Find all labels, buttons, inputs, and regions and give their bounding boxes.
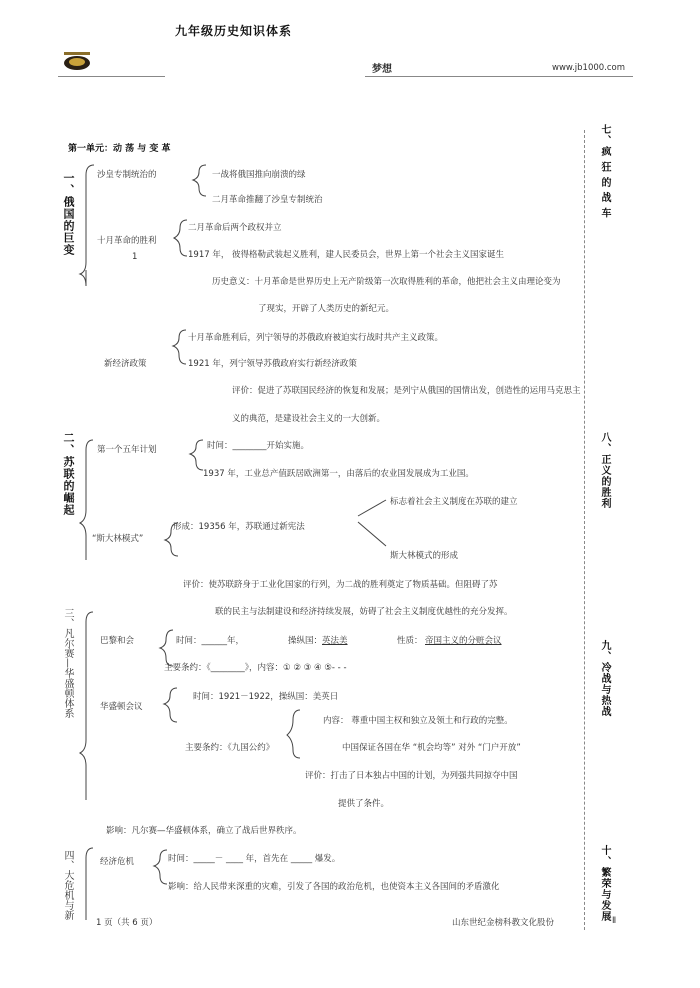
washington-content-2: 中国保证各国在华 “机会均等” 对外 “门户开放”: [342, 743, 521, 753]
nep-evaluation-1: 评价：促进了苏联国民经济的恢复和发展；是列宁从俄国的国情出发，创造性的运用马克思主: [232, 386, 581, 396]
stalin-evaluation-2: 联的民主与法制建设和经济持续发展，妨碍了社会主义制度优越性的充分发挥。: [215, 607, 513, 617]
washington-content-1: 内容： 尊重中国主权和独立及领土和行政的完整。: [323, 716, 513, 726]
five-year-plan-result: 1937 年，工业总产值跃居欧洲第一，由落后的农业国发展成为工业国。: [203, 469, 474, 479]
economic-crisis-impact: 影响：给人民带来深重的灾难，引发了各国的政治危机，也使资本主义各国间的矛盾激化: [168, 882, 500, 892]
economic-crisis-time: 时间：_____－ ____ 年，首先在 _____ 爆发。: [168, 854, 341, 864]
washington-time: 时间：1921－1922，操纵国：美英日: [193, 692, 339, 702]
section-fascism: 七、疯 狂 的 战 车: [599, 124, 610, 219]
paris-nature: 帝国主义的分赃会议: [425, 636, 502, 646]
paris-controller-label: 操纵国：: [288, 636, 323, 646]
paris-time: 时间：______年，: [176, 636, 245, 646]
tsar-point-b: 二月革命推翻了沙皇专制统治: [212, 195, 323, 205]
stalin-model-point-c: 斯大林模式的形成: [390, 551, 459, 561]
washington-treaty: 主要条约：《九国公约》: [185, 743, 275, 753]
washington-conference-label: 华盛顿会议: [100, 702, 143, 712]
header-fragment: 梦想: [372, 64, 392, 75]
paris-controllers: 英法美: [322, 636, 348, 646]
publisher: 山东世纪金榜科教文化股份: [452, 918, 555, 928]
section-coldwar: 九、冷战与热战: [599, 640, 610, 717]
stalin-model-point-a: 标志着社会主义制度在苏联的建立: [390, 497, 518, 507]
header-url[interactable]: www.jb1000.com: [552, 63, 626, 73]
october-significance-1: 历史意义：十月革命是世界历史上无产阶级第一次取得胜利的革命，他把社会主义由理论变为: [212, 277, 561, 287]
october-mark: 1: [132, 252, 138, 262]
section-crisis: 四、大危机与新: [62, 850, 73, 920]
nep-label: 新经济政策: [104, 359, 147, 369]
economic-crisis-label: 经济危机: [100, 857, 135, 867]
system-impact: 影响：凡尔赛—华盛顿体系，确立了战后世界秩序。: [106, 826, 302, 836]
section-prosperity: 十、繁荣与发展: [599, 845, 610, 922]
nep-point-a: 十月革命胜利后，列宁领导的苏俄政府被迫实行战时共产主义政策。: [188, 333, 444, 343]
washington-evaluation-2: 提供了条件。: [338, 799, 390, 809]
stalin-evaluation-1: 评价：使苏联跻身于工业化国家的行列，为二战的胜利奠定了物质基础。但阻碍了苏: [183, 580, 498, 590]
nep-point-b: 1921 年，列宁领导苏俄政府实行新经济政策: [188, 359, 357, 369]
october-point-a: 二月革命后两个政权并立: [188, 223, 282, 233]
stalin-model-formation: 形成：19356 年，苏联通过新宪法: [173, 522, 305, 532]
tsar-point-a: 一战将俄国推向崩溃的绿: [212, 170, 306, 180]
document-title: 九年级历史知识体系: [175, 24, 293, 38]
footer-tail: Ⅱ: [612, 916, 617, 926]
october-significance-2: 了现实，开辟了人类历史的新纪元。: [258, 304, 395, 314]
tsar-rule-label: 沙皇专制统治的: [97, 170, 157, 180]
section-justice: 八、正义的胜利: [599, 432, 610, 509]
october-revolution-label: 十月革命的胜利: [97, 236, 157, 246]
section-versailles: 三、凡尔赛—华盛顿体系: [62, 608, 73, 718]
paris-conference-label: 巴黎和会: [100, 636, 135, 646]
washington-evaluation-1: 评价：打击了日本独占中国的计划，为列强共同掠夺中国: [305, 771, 518, 781]
page-number: 1 页（共 6 页）: [96, 918, 158, 928]
five-year-plan-time: 时间：________开始实施。: [207, 441, 310, 451]
unit-title: 第一单元：动 荡 与 变 革: [68, 144, 171, 154]
paris-treaty: 主要条约：《________》，内容：① ② ③ ④ ⑤- - -: [164, 663, 347, 673]
nep-evaluation-2: 义的典范，是建设社会主义的一大创新。: [232, 414, 386, 424]
october-point-b: 1917 年， 彼得格勒武装起义胜利，建人民委员会，世界上第一个社会主义国家诞生: [188, 250, 505, 260]
section-russia: 一、俄国的巨变: [62, 172, 75, 256]
five-year-plan-label: 第一个五年计划: [97, 445, 157, 455]
paris-nature-label: 性质：: [397, 636, 423, 646]
stalin-model-label: “斯大林模式”: [92, 534, 144, 544]
section-soviet: 二、苏联的崛起: [62, 432, 75, 516]
